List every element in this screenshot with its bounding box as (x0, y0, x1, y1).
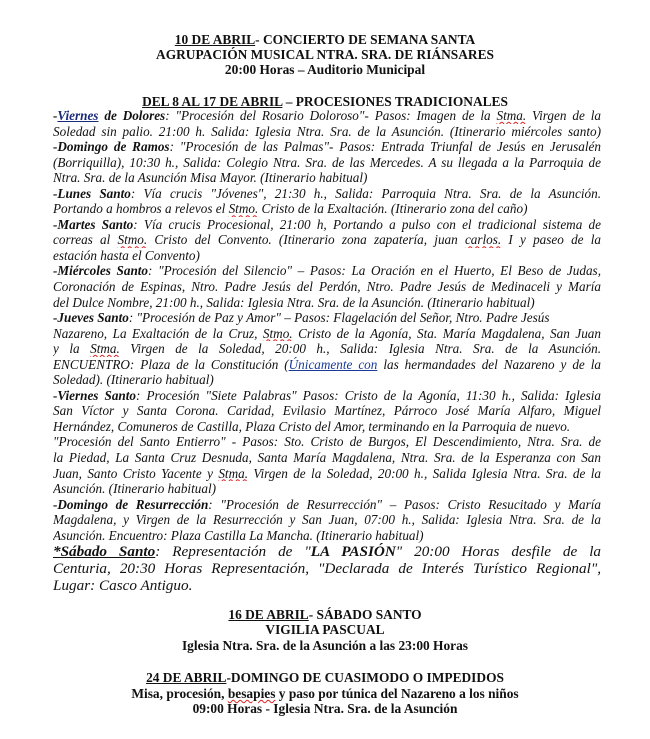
concert-heading (0, 32, 650, 47)
concert-date: 10 DE ABRIL (174, 32, 256, 47)
procession-line (53, 326, 601, 342)
day-label: Viernes (57, 108, 99, 123)
procession-line (53, 170, 601, 186)
line-text: Lugar: Casco Antiguo. (53, 577, 193, 595)
line-text: : "Procesión de Paz y Amor" – Pasos: Flagelación del Señor, Ntro. Padre Jesús (128, 310, 550, 326)
line-text: Virgen de la (526, 108, 601, 123)
line-text: "Procesión del Santo Entierro" - Pasos: Sto. Cristo de Burgos, El Descendimiento, Ntra. Sra. de (53, 434, 601, 450)
processions-title: – PROCESIONES TRADICIONALES (282, 94, 508, 109)
day-label: -Martes Santo (53, 216, 134, 232)
procession-line (53, 419, 601, 435)
line-text: estación hasta el Convento) (53, 247, 200, 263)
procession-line (53, 232, 601, 248)
sabado-santo-label: *Sábado Santo (53, 543, 156, 561)
line-text: : Vía crucis "Jóvenes", 21:30 h., Salida: Parroquia Ntra. Sra. de la Asunción. (130, 185, 601, 201)
line-text: Soledad). (Itinerario habitual) (53, 372, 214, 388)
procession-line (53, 341, 601, 357)
line-text: : Procesión "Siete Palabras" Pasos: Cristo de la Agonía, 11:30 h., Salida: Iglesia (136, 387, 601, 403)
line-text: Hernández, Comuneros de Castilla, Plaza Cristo del Amor, terminando en la Parroquia de nuevo. (53, 418, 571, 434)
procession-line (53, 528, 601, 544)
concert-time-place: 20:00 Horas – Auditorio Municipal (224, 62, 426, 77)
line-text: Nazareno, La Exaltación de la Cruz, (53, 325, 263, 341)
line-text: : "Procesión del Silencio" – Pasos: La Oración en el Huerto, El Beso de Judas, (148, 263, 601, 279)
procession-line (53, 124, 601, 140)
processions-date-range: DEL 8 AL 17 DE ABRIL (142, 94, 283, 109)
line-text: ENCUENTRO: Plaza de la Constitución ( (53, 356, 289, 372)
procession-line (53, 481, 601, 497)
procession-line (53, 108, 601, 124)
procession-line (53, 388, 601, 404)
vigil-date: 16 DE ABRIL (228, 607, 309, 622)
cuasimodo-line (0, 686, 650, 701)
line-text: Virgen de la Soledad, 20:00 h., Salida Iglesia Ntra. Sra. de la (248, 465, 601, 481)
line-text: Juan, Santo Cristo Yacente y (53, 465, 219, 481)
procession-line (53, 497, 601, 513)
concert-group: AGRUPACIÓN MUSICAL NTRA. SRA. DE RIÁNSARES (156, 47, 494, 62)
procession-line (53, 201, 601, 217)
line-text: : "Procesión del Rosario Doloroso"- Pasos: Imagen de la (165, 108, 497, 123)
line-text: : Vía crucis Procesional, 21:00 h, Portando a pulso con el tradicional sistema de (133, 216, 601, 232)
spellcheck-word: Stmo. (262, 325, 293, 341)
day-label: -Jueves Santo (53, 310, 129, 326)
line-text: " 20:00 Horas desfile de la (395, 543, 601, 561)
day-label: -Viernes Santo (53, 387, 137, 403)
line-text: Centuria, 20:30 Horas Representación, "Declarada de Interés Turístico Regional", (53, 560, 601, 578)
vigil-place: Iglesia Ntra. Sra. de la Asunción a las 23:00 Horas (181, 638, 469, 653)
line-text: Asunción. Encuentro: Plaza Castilla La Mancha. (Itinerario habitual) (53, 527, 424, 543)
line-text: y paso por túnica del Nazareno a los niños (275, 686, 519, 701)
line-text: Portando a hombros a relevos el (53, 201, 229, 217)
line-text: San Víctor y Santa Corona. Caridad, Evilasio Martínez, Párroco José María Alfaro, Miguel (53, 403, 601, 419)
hyperlink-text[interactable]: Únicamente con (288, 356, 378, 372)
dash: - (53, 108, 58, 123)
line-text: Coronación de Espinas, Ntro. Padre Jesús del Perdón, Ntro. Padre Jesús de Medinaceli y María (53, 279, 601, 295)
procession-line (53, 372, 601, 388)
line-text: correas al (53, 232, 118, 248)
line-text: Misa, procesión, (131, 686, 228, 701)
spellcheck-word: Stma. (496, 108, 527, 123)
processions-list (53, 108, 601, 594)
sabado-santo-line (53, 543, 601, 560)
procession-line (53, 263, 601, 279)
procession-line (53, 217, 601, 233)
procession-line (53, 403, 601, 419)
spellcheck-word: besapies (227, 686, 276, 701)
day-label: -Lunes Santo (53, 185, 131, 201)
vigil-subtitle: VIGILIA PASCUAL (265, 622, 385, 637)
spellcheck-word: carlos. (464, 232, 502, 248)
line-text: Soledad sin palio. 21:00 h. Salida: Iglesia Ntra. Sra. de la Asunción. (Itinerario miércoles santo) (53, 123, 601, 139)
la-pasion-title: LA PASIÓN (310, 543, 396, 561)
line-text: Ntra. Sra. de la Asunción Misa Mayor. (Itinerario habitual) (53, 170, 368, 186)
line-text: Cristo de la Exaltación. (Itinerario zona del caño) (258, 201, 528, 217)
line-text: la Piedad, La Santa Cruz Desnuda, Santa María Magdalena, Ntra. Sra. de la Esperanza con San (53, 450, 601, 466)
procession-line (53, 186, 601, 202)
vigil-heading (0, 607, 650, 622)
sabado-santo-line (53, 560, 601, 577)
line-text: Asunción. (Itinerario habitual) (53, 481, 216, 497)
line-text: Cristo del Convento. (Itinerario zona zapatería, juan (147, 232, 465, 248)
procession-line (53, 450, 601, 466)
procession-line (53, 310, 601, 326)
line-text: y la (53, 341, 91, 357)
spellcheck-word: Stmo. (228, 201, 259, 217)
procession-line (53, 434, 601, 450)
procession-line (53, 357, 601, 373)
line-text: las hermandades del Nazareno y de la (377, 356, 601, 372)
procession-line (53, 155, 601, 171)
line-text: del Dulce Nombre, 21:00 h., Salida: Iglesia Ntra. Sra. de la Asunción. (Itinerario habitual) (53, 294, 535, 310)
line-text: I y paseo de la (501, 232, 601, 248)
line-text: (Borriquilla), 10:30 h., Salida: Colegio Ntra. Sra. de las Mercedes. A su llegada a la Parroquia de (53, 154, 601, 170)
vigil-title: - SÁBADO SANTO (308, 607, 422, 622)
procession-line (53, 248, 601, 264)
procession-line (53, 466, 601, 482)
procession-line (53, 279, 601, 295)
processions-heading (0, 94, 650, 109)
spellcheck-word: Stma. (218, 465, 248, 481)
procession-line (53, 512, 601, 528)
day-label: de Dolores (98, 108, 166, 123)
cuasimodo-time-place: 09:00 Horas - Iglesia Ntra. Sra. de la Asunción (192, 701, 458, 716)
spellcheck-word: Stmo. (117, 232, 148, 248)
sabado-santo-line (53, 577, 601, 594)
line-text: Cristo de la Agonía, Sta. María Magdalena, San Juan (292, 325, 601, 341)
concert-title: - CONCIERTO DE SEMANA SANTA (255, 32, 476, 47)
procession-line (53, 295, 601, 311)
line-text: Magdalena, y Virgen de la Resurrección y San Juan, 07:00 h., Salida: Iglesia Ntra. Sra. de la (53, 512, 601, 528)
spellcheck-word: Stma. (90, 341, 120, 357)
day-label: -Miércoles Santo (53, 263, 149, 279)
line-text: : Representación de " (155, 543, 311, 561)
line-text: : "Procesión de Resurrección" – Pasos: Cristo Resucitado y María (208, 496, 601, 512)
day-label: -Domingo de Resurrección (53, 496, 209, 512)
cuasimodo-heading (0, 670, 650, 685)
cuasimodo-title: -DOMINGO DE CUASIMODO O IMPEDIDOS (226, 670, 504, 685)
cuasimodo-date: 24 DE ABRIL (146, 670, 227, 685)
day-label: -Domingo de Ramos (53, 139, 170, 155)
line-text: Virgen de la Soledad, 20:00 h., Salida: Iglesia Ntra. Sra. de la Asunción. (119, 341, 601, 357)
procession-line (53, 139, 601, 155)
line-text: : "Procesión de las Palmas"- Pasos: Entrada Triunfal de Jesús en Jerusalén (169, 139, 601, 155)
